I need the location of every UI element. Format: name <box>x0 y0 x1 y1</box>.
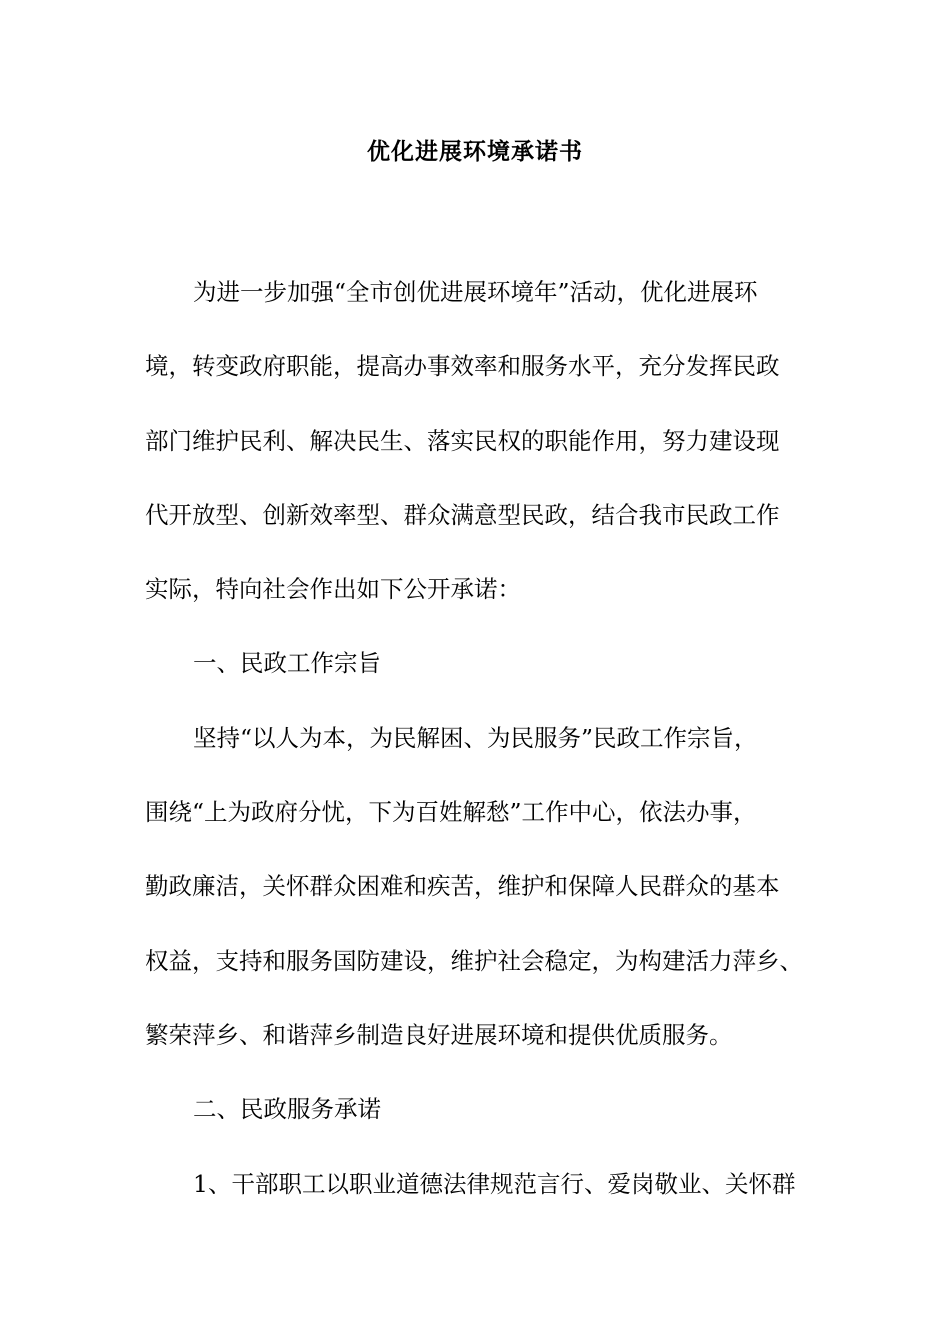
paragraph-line: 勤政廉洁，关怀群众困难和疾苦，维护和保障人民群众的基本 <box>145 872 780 901</box>
document-body <box>145 255 825 1221</box>
paragraph-line: 代开放型、创新效率型、群众满意型民政，结合我市民政工作 <box>145 500 780 529</box>
section-heading: 一、民政工作宗旨 <box>193 649 381 678</box>
paragraph-line: 坚持“以人为本，为民解困、为民服务”民政工作宗旨， <box>193 723 758 752</box>
paragraph-line: 权益，支持和服务国防建设，维护社会稳定，为构建活力萍乡、 <box>145 946 803 975</box>
paragraph-line: 境，转变政府职能，提高办事效率和服务水平，充分发挥民政 <box>145 352 780 381</box>
section-heading: 二、民政服务承诺 <box>193 1095 381 1124</box>
paragraph-line: 围绕“上为政府分忧，下为百姓解愁”工作中心，依法办事， <box>145 798 757 827</box>
paragraph-line: 繁荣萍乡、和谐萍乡制造良好进展环境和提供优质服务。 <box>145 1020 733 1049</box>
paragraph-line: 为进一步加强“全市创优进展环境年”活动，优化进展环 <box>193 278 758 306</box>
paragraph-line: 1、干部职工以职业道德法律规范言行、爱岗敬业、关怀群 <box>193 1169 796 1198</box>
document-title: 优化进展环境承诺书 <box>367 138 583 165</box>
paragraph-line: 部门维护民利、解决民生、落实民权的职能作用，努力建设现 <box>145 426 780 455</box>
paragraph-line: 实际，特向社会作出如下公开承诺： <box>145 575 521 604</box>
